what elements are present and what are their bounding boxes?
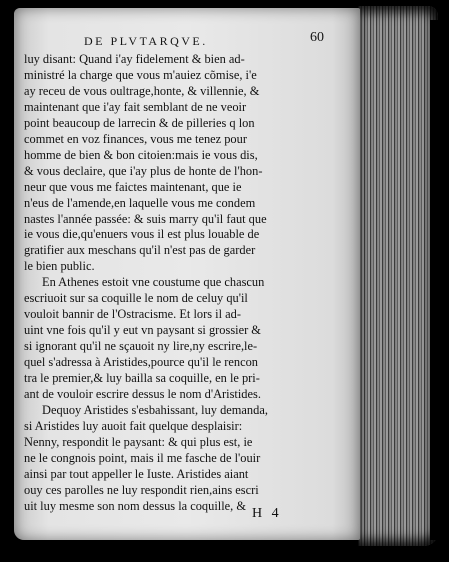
text-line: tra le premier,& luy bailla sa coquille, en le pri-: [24, 371, 260, 386]
text-line: uint vne fois qu'il y eut vn paysant si grossier &: [24, 323, 261, 338]
text-line: gratifier aux meschans qu'il n'est pas de garder: [24, 243, 256, 258]
page-header: [14, 30, 360, 50]
text-line: uit luy mesme son nom dessus la coquille, &: [24, 498, 246, 513]
text-line: Nenny, respondit le paysant: & qui plus est, ie: [24, 434, 253, 449]
text-line: si Aristides luy auoit fait quelque desplaisir:: [24, 418, 243, 433]
book-page: [14, 8, 360, 540]
text-line: luy disant: Quand i'ay fidelement & bien ad-: [24, 52, 245, 66]
paragraph-start-line: Dequoy Aristides s'esbahissant, luy demanda,: [42, 402, 268, 417]
text-line: quel s'adressa à Aristides,pource qu'il le rencon: [24, 355, 258, 370]
text-line: n'eus de l'amende,en laquelle vous me condem: [24, 195, 256, 210]
paragraph-start-line: En Athenes estoit vne coustume que chascun: [42, 275, 265, 290]
text-line: neur que vous me faictes maintenant, que ie: [24, 179, 242, 194]
page-edges: [358, 6, 438, 546]
text-line: ainsi par tout appeller le Iuste. Aristides aiant: [24, 466, 249, 481]
text-line: homme de bien & bon citoien:mais ie vous dis,: [24, 147, 258, 162]
text-line: ie vous die,qu'enuers vous il est plus louable de: [24, 227, 260, 242]
body-text: [24, 52, 356, 515]
text-line: si ignorant qu'il ne sçauoit ny lire,ny escrire,le-: [24, 339, 258, 354]
page-number: 60: [310, 30, 324, 45]
text-line: maintenant que i'ay fait semblant de ne veoir: [24, 99, 247, 114]
text-line: ne le congnois point, mais il me fasche de l'ouir: [24, 450, 261, 465]
text-line: & vous declaire, que i'ay plus de honte de l'hon-: [24, 163, 263, 178]
text-line: ministré la charge que vous m'auiez cõmise, i'e: [24, 67, 257, 82]
text-line: commet en voz finances, vous me tenez pour: [24, 131, 247, 146]
text-line: ant de vouloir escrire dessus le nom d'Aristides.: [24, 387, 261, 402]
text-line: ay receu de vous oultrage,honte, & villennie, &: [24, 83, 260, 98]
running-head: DE PLVTARQVE.: [84, 34, 208, 48]
text-line: ouy ces parolles ne luy respondit rien,ains escri: [24, 482, 259, 497]
text-line: le bien public.: [24, 259, 95, 274]
text-line: nastes l'année passée: & suis marry qu'il faut que: [24, 211, 267, 226]
signature-mark: H 4: [252, 506, 282, 521]
text-line: point beaucoup de larrecin & de pilleries q lon: [24, 115, 255, 130]
edge-shadow: [430, 20, 449, 540]
text-line: escriuoit sur sa coquille le nom de celuy qu'il: [24, 291, 248, 306]
text-line: vouloit bannir de l'Ostracisme. Et lors il ad-: [24, 307, 241, 322]
